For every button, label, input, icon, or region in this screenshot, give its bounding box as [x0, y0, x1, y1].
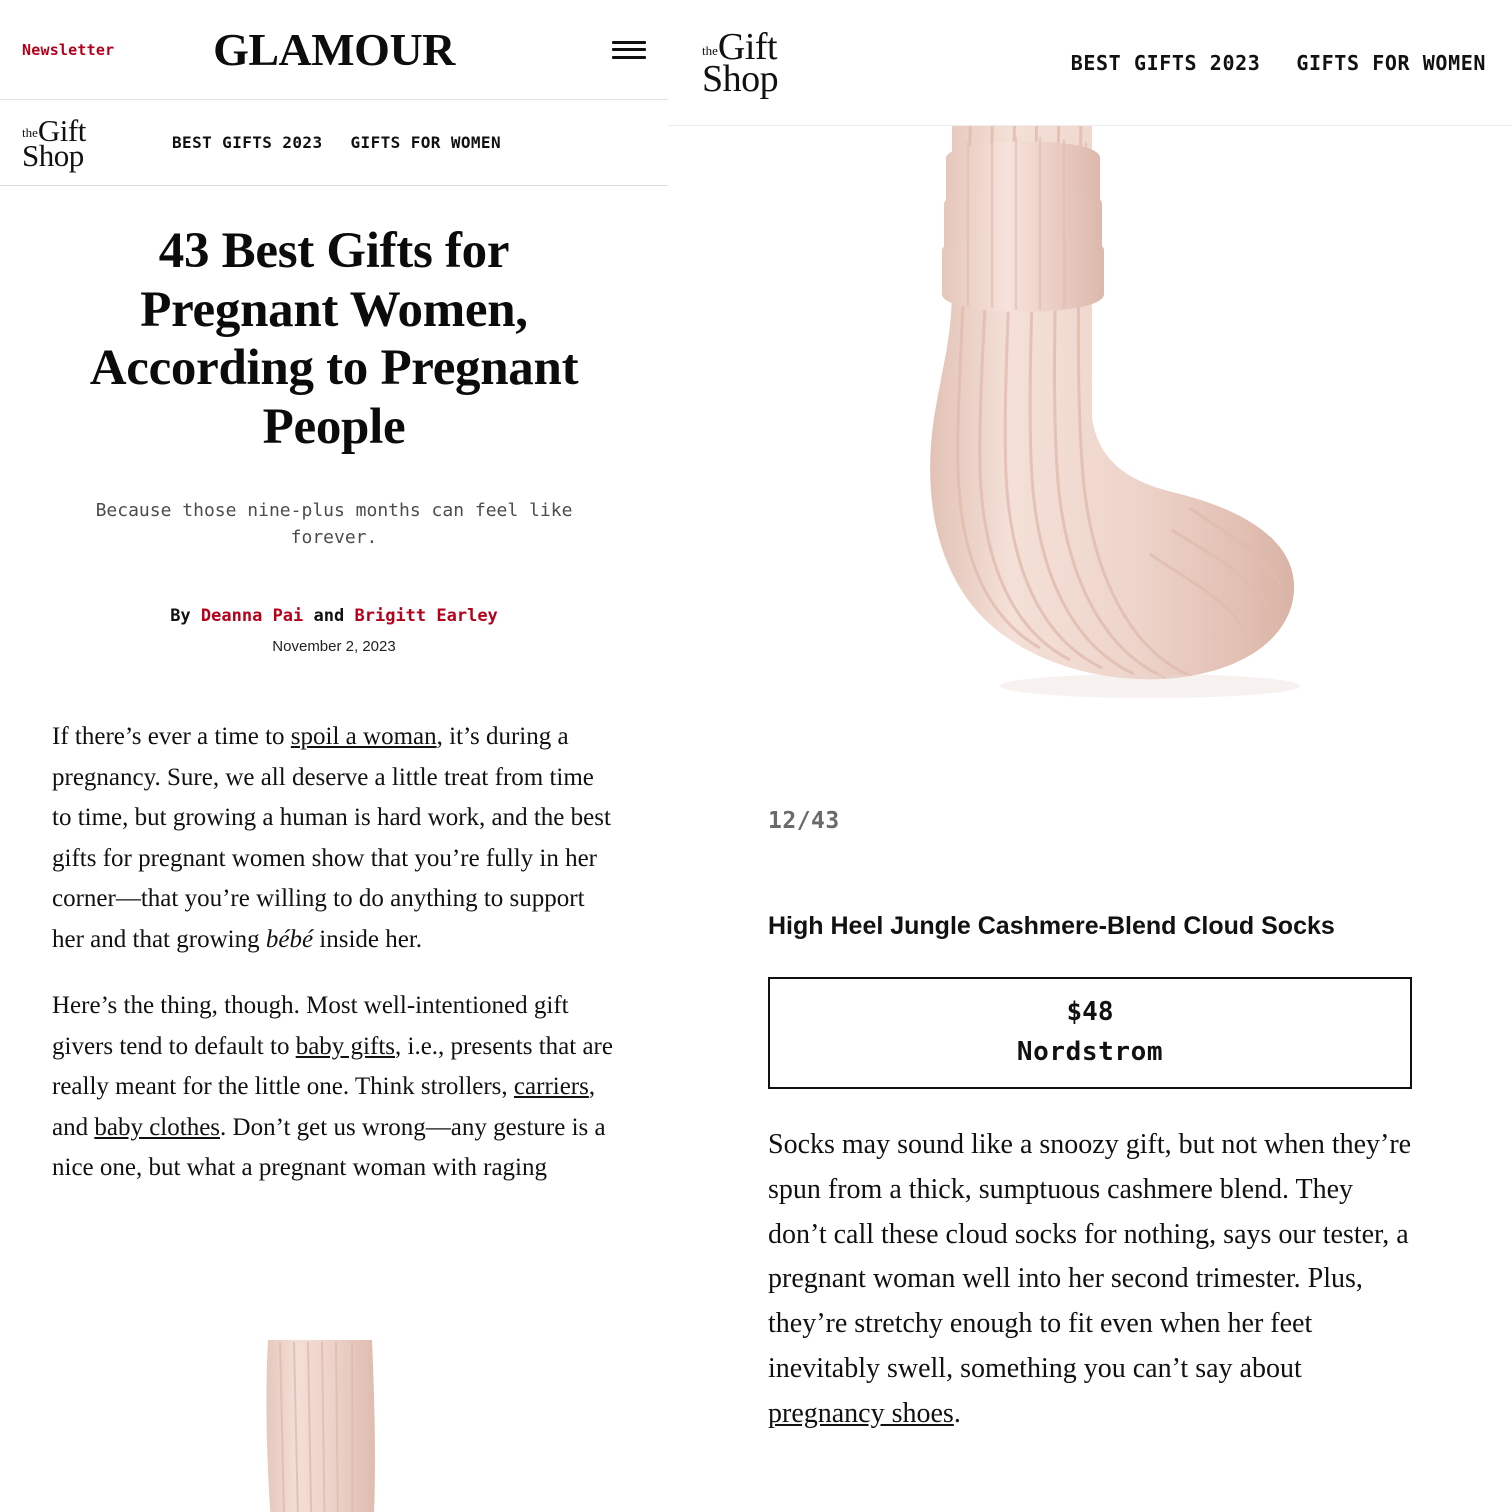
gift-shop-logo-shop: Shop — [22, 137, 84, 173]
inline-link-spoil-a-woman[interactable]: spoil a woman — [290, 723, 437, 751]
article-body — [0, 186, 668, 1189]
product-price: $48 — [1066, 997, 1114, 1027]
hamburger-bar — [612, 56, 646, 59]
paragraph-1 — [52, 717, 616, 960]
sock-photo-small — [216, 1322, 546, 1512]
product-retailer: Nordstrom — [1016, 1037, 1164, 1067]
glamour-header — [0, 0, 668, 100]
right-product-pane — [668, 0, 1512, 1512]
hamburger-bar — [612, 41, 646, 44]
p1-italic-bebe: bébé — [265, 925, 314, 953]
publish-date: November 2, 2023 — [272, 638, 396, 656]
sock-photo-large — [720, 126, 1460, 786]
slide-counter: 12/43 — [768, 808, 840, 834]
inline-link-carriers[interactable]: carriers — [513, 1073, 589, 1101]
gift-shop-logo-gift-right: Gift — [717, 25, 778, 68]
byline — [46, 606, 622, 626]
hamburger-bar — [612, 48, 646, 51]
product-description — [768, 1123, 1412, 1437]
p2-text-d: . Don’t get us wrong—any gesture is a nice one, but what a pregnant woman with raging — [52, 1113, 606, 1182]
paragraph-2 — [52, 986, 616, 1189]
author-link-1[interactable]: Deanna Pai — [200, 606, 304, 627]
article-paragraphs — [46, 717, 622, 1189]
inline-product-image-preview — [216, 1322, 546, 1512]
left-article-pane — [0, 0, 668, 1512]
p1-text-c: inside her. — [313, 925, 423, 953]
gift-shop-logo[interactable] — [22, 112, 142, 173]
gift-shop-logo-the-right: the — [702, 42, 718, 58]
giftshop-subnav — [0, 100, 668, 186]
nav-link-gifts-for-women-right[interactable]: GIFTS FOR WOMEN — [1296, 50, 1486, 75]
inline-link-baby-clothes[interactable]: baby clothes — [94, 1113, 221, 1141]
p1-text-a: If there’s ever a time to — [52, 723, 291, 751]
giftshop-header-right — [668, 0, 1512, 126]
subnav-links — [172, 133, 501, 152]
p1-text-b: , it’s during a pregnancy. Sure, we all deserve a little treat from time to time, but growing a human is hard work, and the best gifts for pregnant women show that you’re fully in her corner—that you’re willing to do anything to support her and that growing — [52, 723, 611, 953]
glamour-logo[interactable]: GLAMOUR — [213, 24, 455, 75]
product-title: High Heel Jungle Cashmere-Blend Cloud Socks — [768, 912, 1335, 940]
nav-link-best-gifts-2023[interactable]: BEST GIFTS 2023 — [172, 133, 323, 152]
inline-link-pregnancy-shoes[interactable]: pregnancy shoes — [768, 1397, 954, 1429]
product-image-container — [668, 126, 1512, 786]
desc-text-a: Socks may sound like a snoozy gift, but not when they’re spun from a thick, sumptuous cashmere blend. They don’t call these cloud socks for nothing, says our tester, a pregnant woman well into her second trimester. Plus, they’re stretchy enough to fit even when her feet inevitably swell, something you can’t say about — [768, 1129, 1412, 1384]
p2-text-c: , and — [52, 1073, 596, 1141]
author-link-2[interactable]: Brigitt Earley — [354, 606, 498, 627]
gift-shop-logo-shop-right: Shop — [702, 57, 779, 100]
p2-text-a: Here’s the thing, though. Most well-intentioned gift givers tend to default to — [52, 992, 569, 1060]
article-dek: Because those nine-plus months can feel like forever. — [95, 499, 573, 549]
gift-shop-logo-the: the — [22, 124, 38, 140]
byline-prefix: By — [170, 606, 191, 627]
gift-shop-logo-gift: Gift — [37, 112, 86, 148]
newsletter-link[interactable]: Newsletter — [22, 40, 115, 59]
subnav-links-right — [1071, 51, 1486, 75]
byline-conjunction: and — [313, 606, 345, 627]
gift-shop-logo-right[interactable] — [702, 25, 852, 100]
nav-link-gifts-for-women[interactable]: GIFTS FOR WOMEN — [350, 133, 501, 152]
inline-link-baby-gifts[interactable]: baby gifts — [295, 1032, 395, 1060]
page-title: 43 Best Gifts for Pregnant Women, According to Pregnant People — [89, 223, 579, 455]
nav-link-best-gifts-2023-right[interactable]: BEST GIFTS 2023 — [1070, 50, 1261, 75]
p2-text-b: , i.e., presents that are really meant for the little one. Think strollers, — [52, 1032, 613, 1101]
buy-button[interactable] — [768, 977, 1412, 1089]
desc-text-b: . — [953, 1397, 961, 1429]
hamburger-menu-icon[interactable] — [612, 37, 646, 63]
